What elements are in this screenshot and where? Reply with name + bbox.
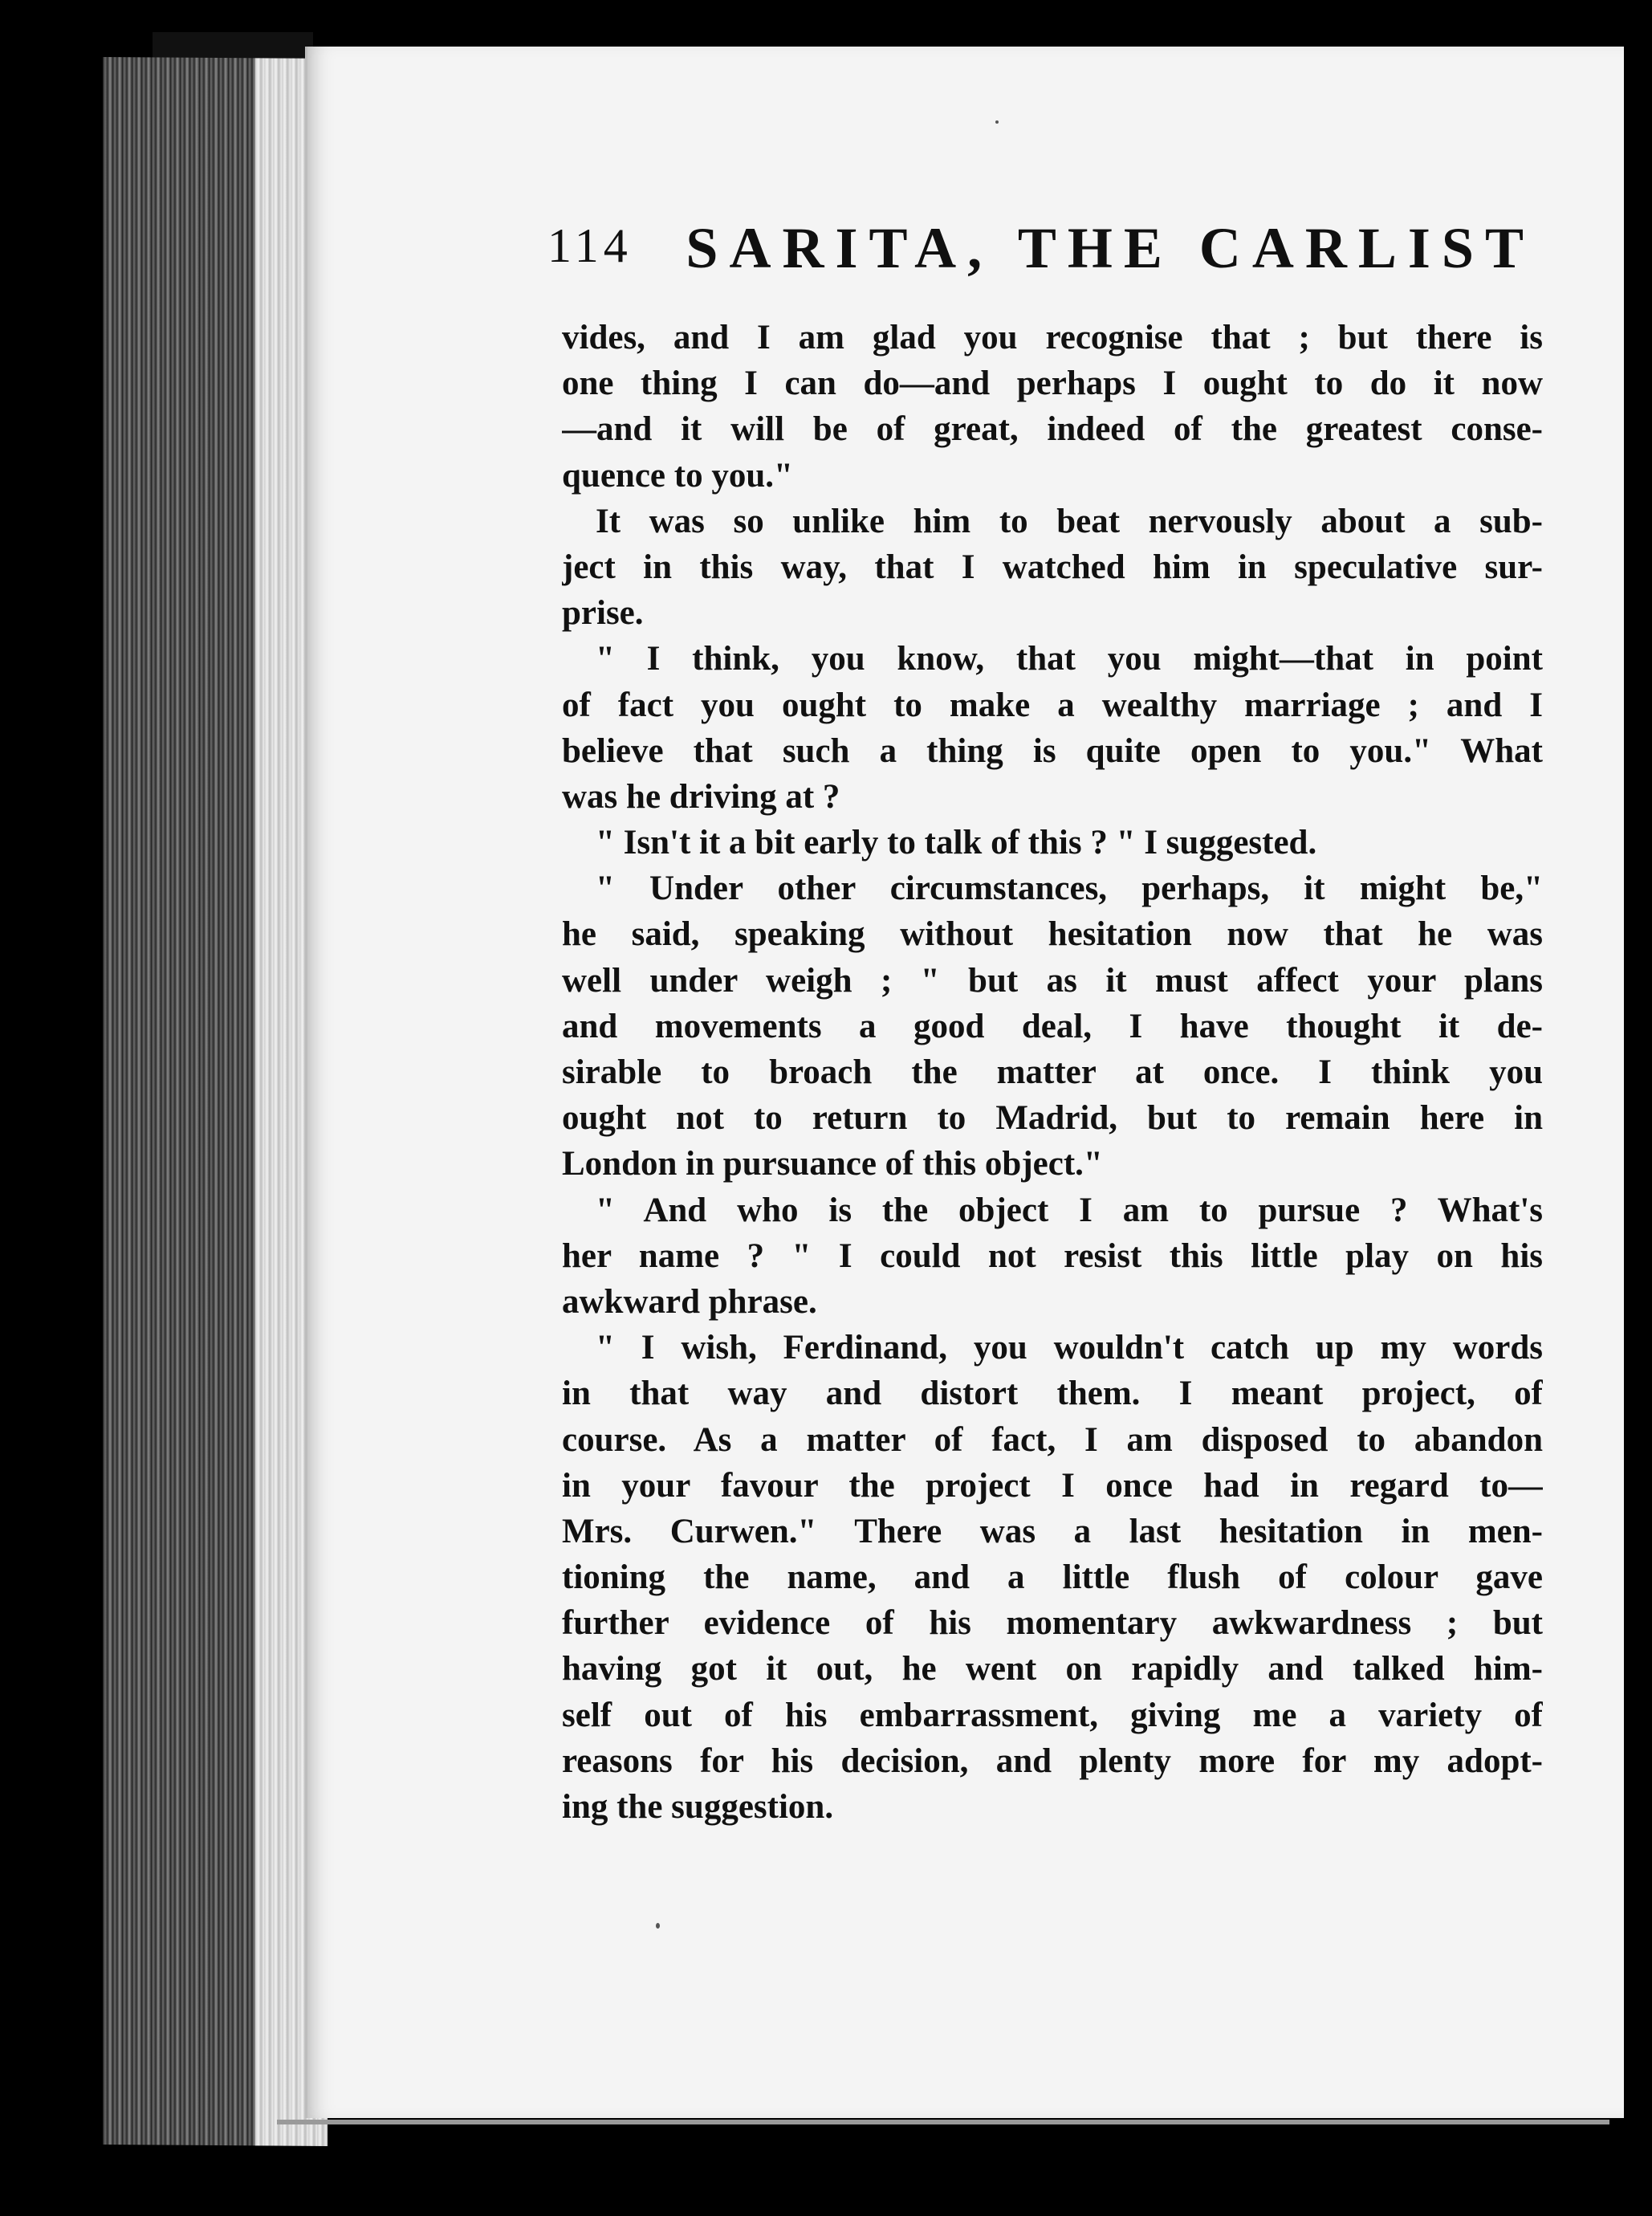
text-line: sirable to broach the matter at once. I think you (562, 1053, 1543, 1091)
text-line: of fact you ought to make a wealthy marriage ; and I (562, 686, 1543, 724)
text-line: course. As a matter of fact, I am disposed to abandon (562, 1420, 1543, 1459)
text-line: Mrs. Curwen." There was a last hesitation in men- (562, 1512, 1543, 1550)
page-bottom-edge (277, 2120, 1609, 2124)
text-line: ought not to return to Madrid, but to remain here in (562, 1099, 1543, 1138)
page-number: 114 (547, 219, 633, 272)
text-line: in that way and distort them. I meant project, of (562, 1375, 1543, 1413)
text-line: prise. (562, 594, 644, 633)
scan-speck (995, 120, 999, 124)
scan-speck (656, 1923, 660, 1929)
running-head (547, 215, 1535, 292)
text-line: " Isn't it a bit early to talk of this ? " I suggested. (596, 824, 1317, 862)
text-line: —and it will be of great, indeed of the greatest conse- (562, 410, 1543, 449)
text-line: quence to you." (562, 456, 793, 495)
text-line: tioning the name, and a little flush of colour gave (562, 1558, 1543, 1597)
text-line: further evidence of his momentary awkwardness ; but (562, 1604, 1543, 1643)
text-line: awkward phrase. (562, 1282, 817, 1321)
text-line: was he driving at ? (562, 777, 840, 816)
book-page-edges (103, 57, 328, 2146)
text-line: " I wish, Ferdinand, you wouldn't catch up my words (596, 1329, 1543, 1367)
text-line: London in pursuance of this object." (562, 1145, 1103, 1183)
running-title: SARITA, THE CARLIST (686, 216, 1535, 280)
text-line: one thing I can do—and perhaps I ought to do it now (562, 365, 1543, 403)
text-line: ing the suggestion. (562, 1788, 834, 1826)
text-line: vides, and I am glad you recognise that ; but there is (562, 319, 1543, 356)
text-line: It was so unlike him to beat nervously about a sub- (596, 502, 1543, 540)
text-line: reasons for his decision, and plenty more for my adopt- (562, 1741, 1543, 1780)
text-line: well under weigh ; " but as it must affect your plans (562, 961, 1543, 1000)
text-line: and movements a good deal, I have thought it de- (562, 1007, 1543, 1045)
text-line: " Under other circumstances, perhaps, it might be," (596, 870, 1543, 908)
text-line: " And who is the object I am to pursue ? What's (596, 1191, 1543, 1229)
text-line: he said, speaking without hesitation now that he was (562, 915, 1543, 954)
body-text (562, 315, 1543, 1830)
text-line: in your favour the project I once had in regard to— (562, 1466, 1543, 1505)
text-line: ject in this way, that I watched him in speculative sur- (562, 548, 1543, 586)
text-line: " I think, you know, that you might—that in point (596, 640, 1543, 678)
text-line: believe that such a thing is quite open to you." What (562, 731, 1543, 770)
text-line: having got it out, he went on rapidly and talked him- (562, 1650, 1543, 1688)
text-line: her name ? " I could not resist this little play on his (562, 1236, 1543, 1275)
text-line: self out of his embarrassment, giving me a variety of (562, 1696, 1543, 1734)
